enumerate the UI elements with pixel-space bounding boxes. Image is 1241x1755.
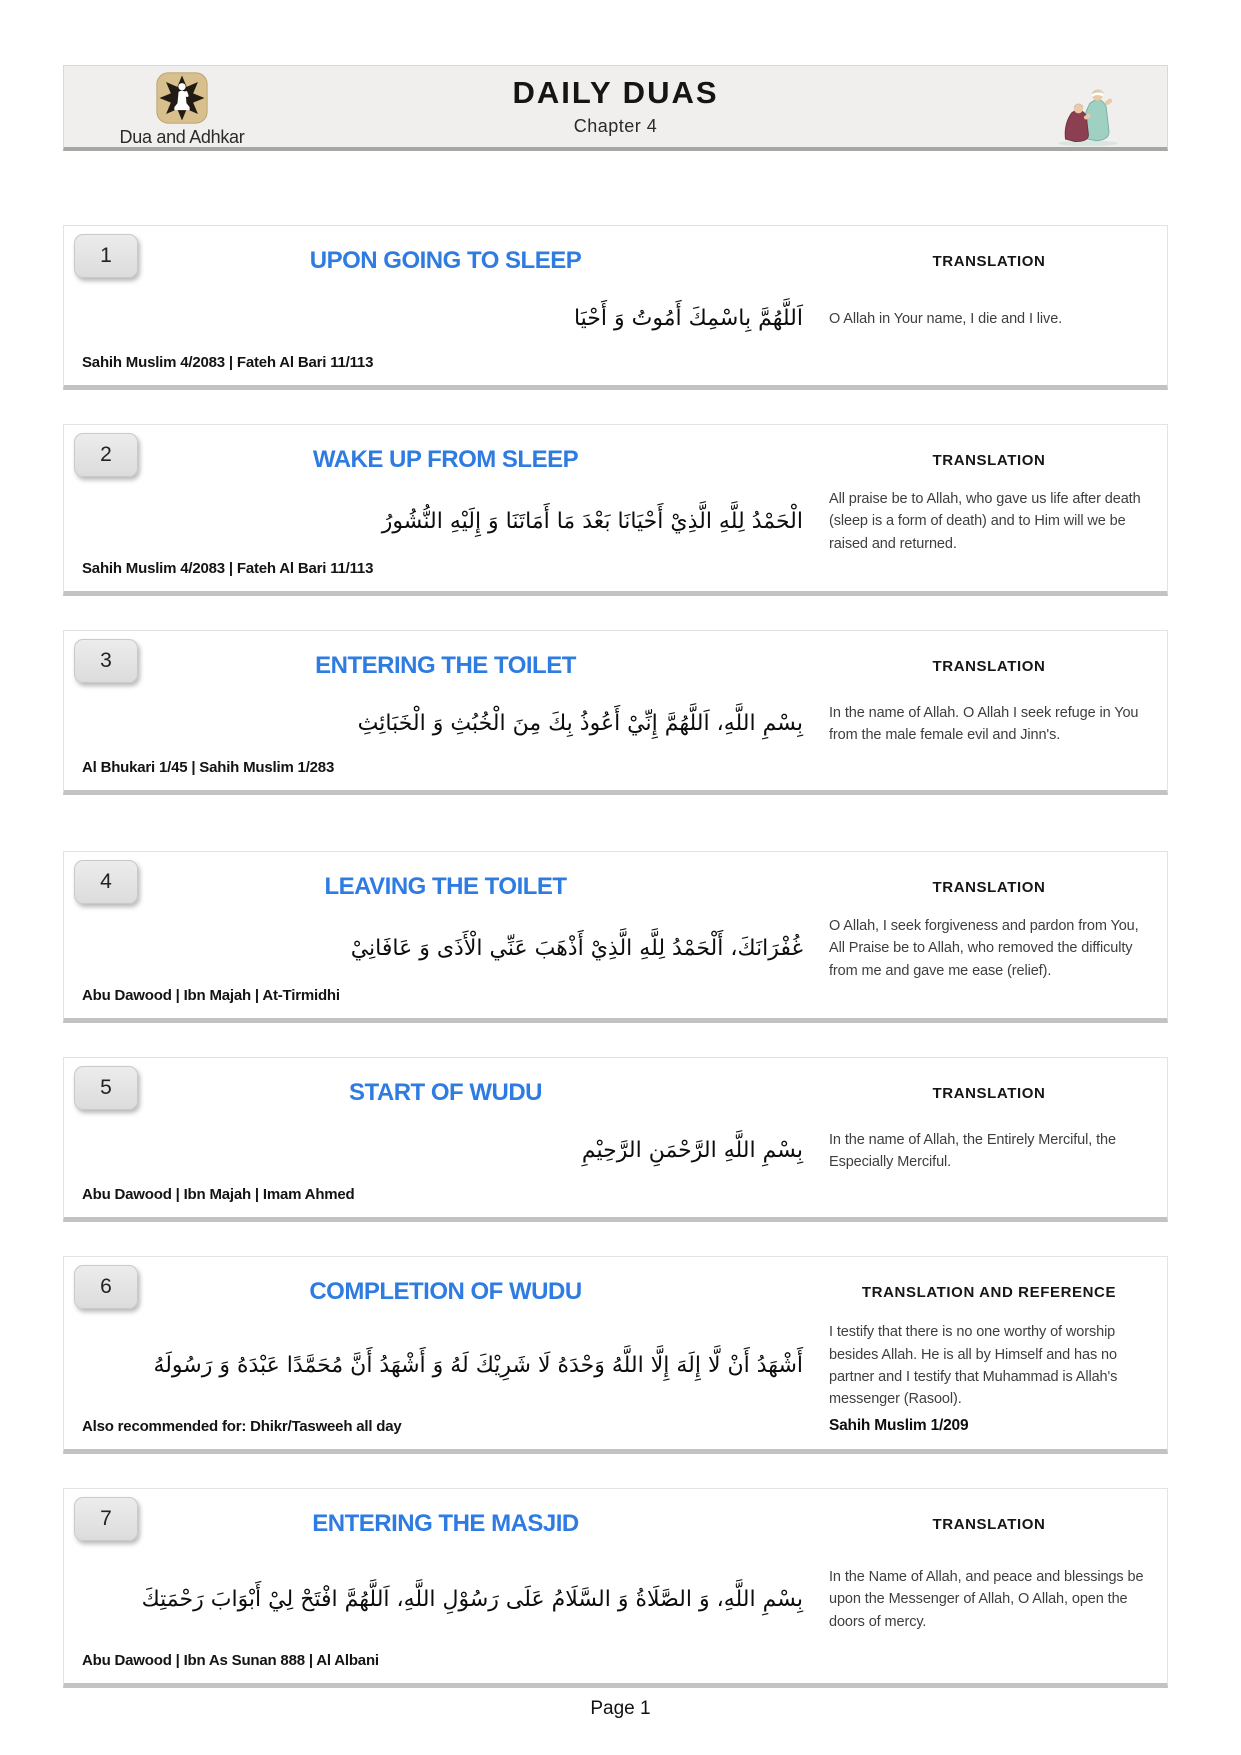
two-people-kneeling-prayer-illustration xyxy=(1047,74,1129,152)
section-title: WAKE UP FROM SLEEP xyxy=(312,446,579,473)
reference-text: Abu Dawood | Ibn Majah | Imam Ahmed xyxy=(82,1186,355,1203)
section-number-badge xyxy=(74,1066,138,1110)
dua-card xyxy=(63,851,1168,1023)
translation-column-header: TRANSLATION xyxy=(932,451,1046,469)
card-body xyxy=(82,1315,1149,1417)
page-header xyxy=(63,65,1168,151)
dua-card xyxy=(63,630,1168,795)
translation-text: O Allah in Your name, I die and I live. xyxy=(829,310,1063,327)
translation-text: O Allah, I seek forgiveness and pardon from You, All Praise be to Allah, who removed the difficulty from me and gave me ease (relief). xyxy=(829,917,1139,979)
chapter-label: Chapter 4 xyxy=(573,116,658,137)
section-title: ENTERING THE TOILET xyxy=(315,652,576,679)
card-body xyxy=(82,1116,1149,1186)
reference-highlight: Sahih Muslim 1/209 xyxy=(829,1417,969,1434)
reference-text: Also recommended for: Dhikr/Tasweeh all day xyxy=(82,1418,402,1435)
card-body xyxy=(82,1547,1149,1652)
card-body xyxy=(82,689,1149,759)
card-foot xyxy=(82,1417,1149,1439)
page-number: Page 1 xyxy=(590,1698,651,1719)
card-head xyxy=(82,643,1149,689)
section-title: START OF WUDU xyxy=(348,1079,543,1106)
section-title: ENTERING THE MASJID xyxy=(312,1510,579,1537)
section-number-badge xyxy=(74,1497,138,1541)
dua-card xyxy=(63,1057,1168,1222)
reference-text: Abu Dawood | Ibn Majah | At-Tirmidhi xyxy=(82,987,340,1004)
section-number: 1 xyxy=(100,244,112,267)
dua-card xyxy=(63,1488,1168,1688)
app-name: Dua and Adhkar xyxy=(119,127,245,147)
translation-text: All praise be to Allah, who gave us life after death (sleep is a form of death) and to Him will we be raised and returned. xyxy=(829,490,1141,552)
arabic-dua-text: بِسْمِ اللَّهِ، اَللَّهُمَّ إِنِّيْ أَعُوذُ بِكَ مِنَ الْخُبُثِ وَ الْخَبَائِثِ xyxy=(357,711,803,737)
reference-text: Abu Dawood | Ibn As Sunan 888 | Al Albani xyxy=(82,1652,379,1669)
dua-card xyxy=(63,1256,1168,1454)
translation-column-header: TRANSLATION xyxy=(932,657,1046,675)
card-body xyxy=(82,483,1149,560)
section-number: 3 xyxy=(100,649,112,672)
translation-column-header: TRANSLATION xyxy=(932,1084,1046,1102)
page-title: DAILY DUAS xyxy=(512,75,719,110)
dua-card xyxy=(63,424,1168,596)
card-head xyxy=(82,238,1149,284)
reference-text: Al Bhukari 1/45 | Sahih Muslim 1/283 xyxy=(82,759,335,776)
section-title: LEAVING THE TOILET xyxy=(324,873,567,900)
reference-text: Sahih Muslim 4/2083 | Fateh Al Bari 11/113 xyxy=(82,560,374,577)
section-number: 2 xyxy=(100,443,112,466)
card-foot xyxy=(82,354,1149,375)
section-title: COMPLETION OF WUDU xyxy=(309,1278,582,1305)
arabic-dua-text: غُفْرَانَكَ، أَلْحَمْدُ لِلَّهِ الَّذِيْ أَذْهَبَ عَنِّي الْأَذَى وَ عَافَانِيْ xyxy=(350,935,803,961)
card-head xyxy=(82,1070,1149,1116)
translation-column-header: TRANSLATION AND REFERENCE xyxy=(861,1283,1117,1301)
translation-column-header: TRANSLATION xyxy=(932,252,1046,270)
translation-text: I testify that there is no one worthy of worship besides Allah. He is all by Himself and has no partner and I testify that Muhammad is Allah's messenger (Rasool). xyxy=(829,1324,1118,1408)
card-foot xyxy=(82,987,1149,1008)
arabic-dua-text: بِسْمِ اللَّهِ، وَ الصَّلَاةُ وَ السَّلَامُ عَلَى رَسُوْلِ اللَّهِ، اَللَّهُمَّ افْتَحْ لِيْ أَبْوَابَ رَحْمَتِكَ xyxy=(141,1586,803,1612)
section-number-badge xyxy=(74,860,138,904)
card-head xyxy=(82,437,1149,483)
arabic-dua-text: اَللَّهُمَّ بِاسْمِكَ أَمُوتُ وَ أَحْيَا xyxy=(573,306,803,332)
translation-text: In the name of Allah. O Allah I seek refuge in You from the male female evil and Jinn's. xyxy=(829,704,1139,743)
translation-text: In the Name of Allah, and peace and blessings be upon the Messenger of Allah, O Allah, open the doors of mercy. xyxy=(829,1568,1144,1630)
card-head xyxy=(82,1501,1149,1547)
section-number: 5 xyxy=(100,1076,112,1099)
arabic-dua-text: أَشْهَدُ أَنْ لَّا إِلَهَ إِلَّا اللَّهُ وَحْدَهُ لَا شَرِيْكَ لَهُ وَ أَشْهَدُ أَنَّ مُحَمَّدًا عَبْدَهُ وَ رَسُولَهُ xyxy=(153,1353,803,1379)
card-head xyxy=(82,1269,1149,1315)
translation-column-header: TRANSLATION xyxy=(932,1515,1046,1533)
translation-text: In the name of Allah, the Entirely Merciful, the Especially Merciful. xyxy=(829,1131,1116,1170)
card-foot xyxy=(82,1652,1149,1673)
reference-text: Sahih Muslim 4/2083 | Fateh Al Bari 11/113 xyxy=(82,354,374,371)
section-number: 4 xyxy=(100,870,112,893)
dua-card xyxy=(63,225,1168,390)
header-title-block xyxy=(64,76,1167,137)
card-body xyxy=(82,910,1149,987)
card-foot xyxy=(82,560,1149,581)
sections-list xyxy=(63,225,1168,1688)
section-title: UPON GOING TO SLEEP xyxy=(309,247,582,274)
section-number: 7 xyxy=(100,1507,112,1530)
card-foot xyxy=(82,759,1149,780)
section-number-badge xyxy=(74,1265,138,1309)
section-number-badge xyxy=(74,234,138,278)
arabic-dua-text: بِسْمِ اللَّهِ الرَّحْمَنِ الرَّحِيْمِ xyxy=(581,1138,803,1164)
card-head xyxy=(82,864,1149,910)
section-number-badge xyxy=(74,639,138,683)
card-body xyxy=(82,284,1149,354)
arabic-dua-text: الْحَمْدُ لِلَّهِ الَّذِيْ أَحْيَانَا بَعْدَ مَا أَمَاتَنَا وَ إِلَيْهِ النُّشُورُ xyxy=(381,508,803,534)
translation-column-header: TRANSLATION xyxy=(932,878,1046,896)
section-number: 6 xyxy=(100,1275,112,1298)
section-number-badge xyxy=(74,433,138,477)
card-foot xyxy=(82,1186,1149,1207)
